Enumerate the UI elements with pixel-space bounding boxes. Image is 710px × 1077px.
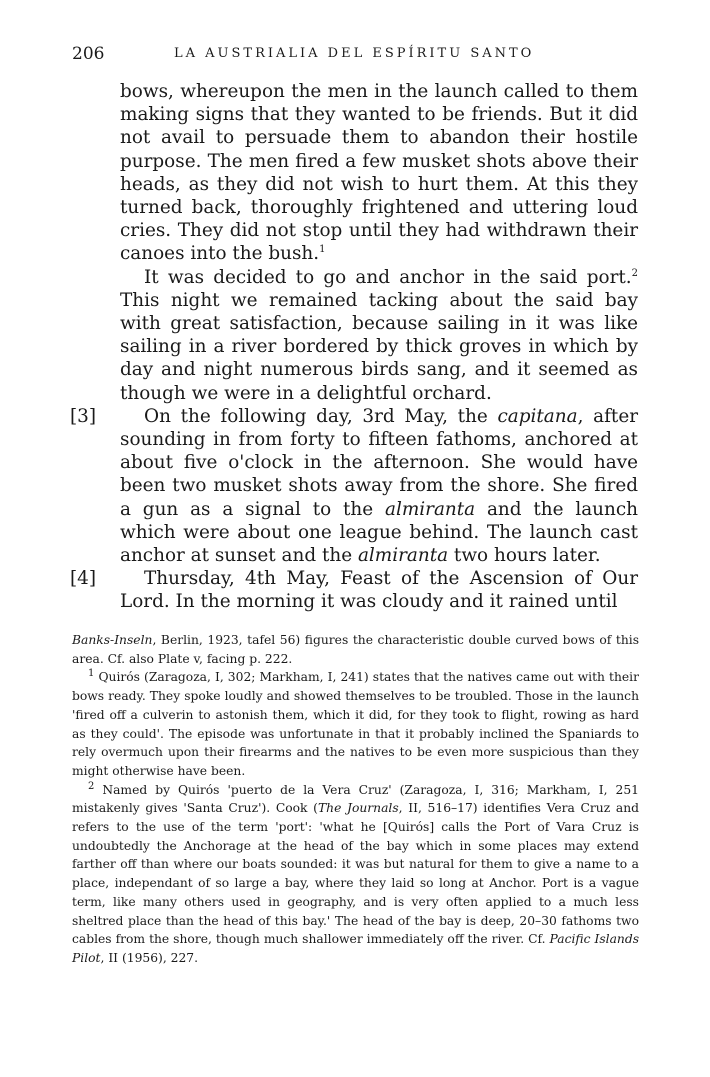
footnote-2-mark: 2 (88, 780, 95, 792)
footnote-2-text-c: , II (1956), 227. (100, 950, 199, 965)
paragraph-4-text: Thursday, 4th May, Feast of the Ascension of Our Lord. In the morning it was cloudy and it rained until (120, 568, 638, 613)
paragraph-2-text: It was decided to go and anchor in the said port. (144, 266, 632, 288)
margin-marker-4: [4] (70, 568, 97, 590)
footnote-2-text-b: , II, 516–17) identifies Vera Cruz and refers to the use of the term 'port': 'what he [Quirós] calls the Port of Vara Cruz is undoubtedly the Anchorage at the head of the bay which in some places may extend farther off than where our boats sounded: it was but natural for them to give a name to a place, independant of so large a bay, where they laid so long at Anchor. Port is a vague term, like many others used in geography, and is very often applied to a much less sheltred place than the head of this bay.' The head of the bay is deep, 20–30 fathoms two cables from the shore, though much shallower immediately off the river. Cf. (72, 801, 640, 947)
paragraph-3-text-b: , after sounding in from forty to fifteen fathoms, anchored at about five o'clock in the afternoon. She would have been two musket shots away from the shore. She fired a gun as a signal to the (120, 405, 638, 520)
term-almiranta: almiranta (357, 545, 449, 567)
page-header (72, 44, 652, 68)
paragraph-4 (70, 567, 638, 613)
footnote-1-text: Quirós (Zaragoza, I, 302; Markham, I, 241) states that the natives came out with their bows ready. They spoke loudly and showed themselves to be troubled. Those in the launch 'fired off a culverin to astonish them, which it did, for they took to flight, rowing as hard as they could'. The episode was unfortunate in that it probably inclined the Spaniards to rely overmuch upon their firearms and the natives to be even more suspicious than they might otherwise have been. (72, 670, 639, 778)
main-text (70, 80, 639, 614)
paragraph-2 (120, 266, 638, 405)
footnote-ref-1: 1 (319, 244, 326, 256)
footnote-1 (72, 668, 639, 780)
footnote-1-mark: 1 (88, 668, 95, 680)
paragraph-3-text-d: two hours later. (448, 545, 601, 567)
footnote-2-text: Named by Quirós 'puerto de la Vera Cruz' (Zaragoza, I, 316; Markham, I, 251 mistakenly gives 'Santa Cruz'). Cook ( (72, 782, 639, 816)
term-capitana: capitana (497, 405, 578, 427)
footnotes (72, 631, 639, 968)
paragraph-1-text: bows, whereupon the men in the launch called to them making signs that they wanted to be friends. But it did not avail to persuade them to abandon their hostile purpose. The men fired a few musket shots above their heads, as they did not wish to hurt them. At this they turned back, thoroughly frightened and uttering loud cries. They did not stop until they had withdrawn their canoes into the bush. (120, 81, 638, 265)
footnote-continuation-text: , Berlin, 1923, tafel 56) figures the characteristic double curved bows of this area. Cf. also Plate v, facing p. 222. (72, 633, 639, 666)
footnote-2-title-pilot: Pacific Islands Pilot (72, 932, 640, 965)
footnote-continuation (72, 631, 639, 668)
paragraph-3-text-c: and the launch which were about one league behind. The launch cast anchor at sunset and the (120, 498, 639, 567)
paragraph-1 (120, 80, 638, 266)
paragraph-2-text-cont: This night we remained tacking about the said bay with great satisfaction, because sailing in it was like sailing in a river bordered by thick groves in which by day and night numerous birds sang, and it seemed as though we were in a delightful orchard. (120, 289, 638, 404)
paragraph-3-text: On the following day, 3rd May, the (144, 405, 498, 427)
footnote-2-title-journals: The Journals (317, 801, 399, 816)
footnote-ref-2: 2 (631, 267, 638, 279)
margin-marker-3: [3] (70, 405, 97, 427)
footnote-2 (72, 781, 639, 968)
page-number: 206 (72, 44, 105, 64)
term-almiranta: almiranta (385, 498, 476, 520)
paragraph-3 (70, 405, 639, 567)
footnote-title-italic: Banks-Inseln (72, 633, 153, 647)
running-title: LA AUSTRIALIA DEL ESPÍRITU SANTO (174, 46, 535, 61)
